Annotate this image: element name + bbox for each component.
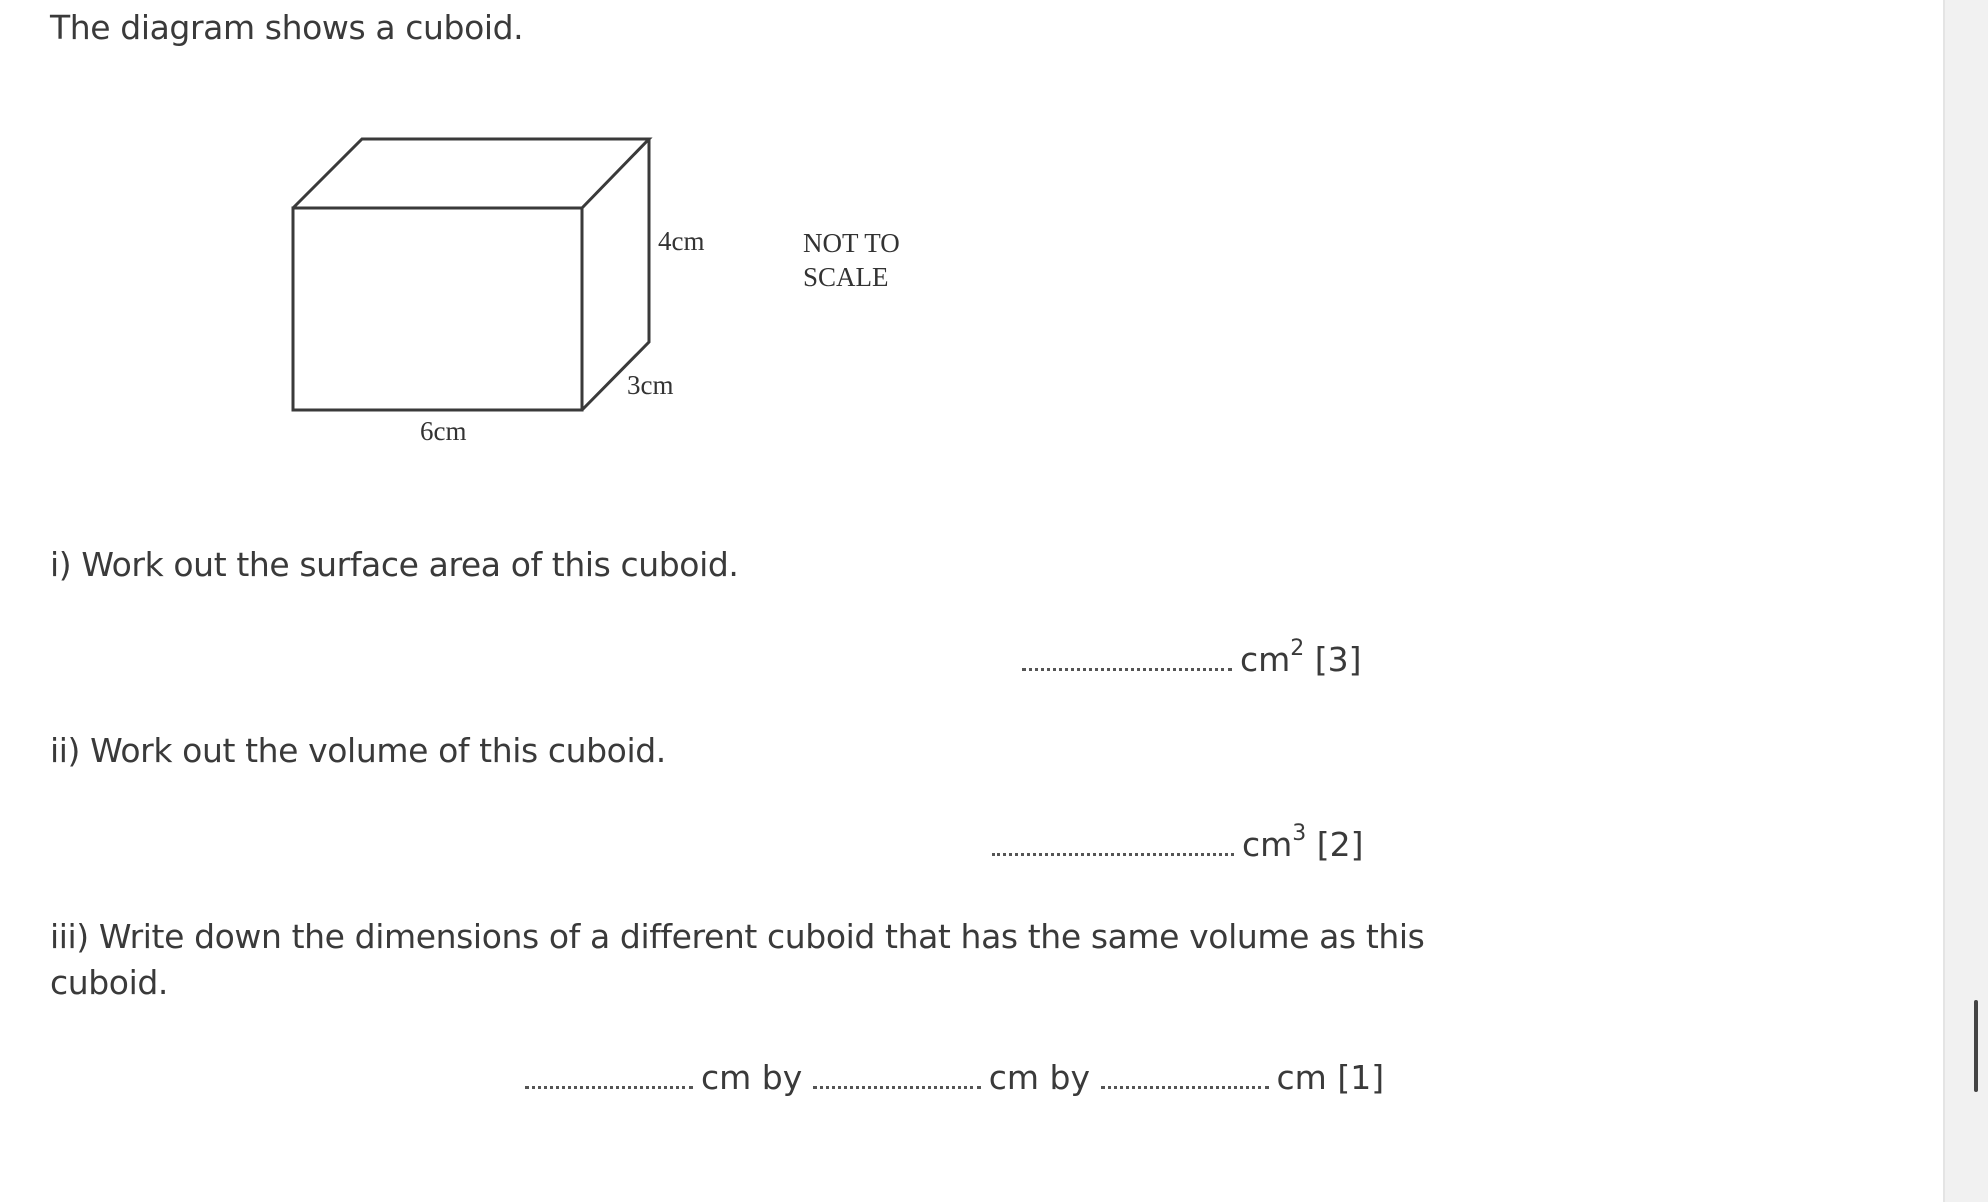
separator-1: cm by	[701, 1058, 803, 1097]
marks-1: [3]	[1314, 640, 1362, 679]
marks-2: [2]	[1316, 825, 1364, 864]
cuboid-diagram	[0, 0, 460, 320]
width-label: 6cm	[420, 416, 467, 446]
question-2-text: ii) Work out the volume of this cuboid.	[50, 731, 666, 770]
height-label: 4cm	[658, 226, 705, 256]
cuboid-top-face	[293, 139, 649, 208]
scroll-track[interactable]	[1943, 0, 1988, 1202]
answer-field-2[interactable]	[992, 852, 1234, 856]
separator-2: cm by	[988, 1058, 1091, 1097]
answer-field-3a[interactable]	[525, 1085, 693, 1089]
answer-field-3b[interactable]	[813, 1085, 981, 1089]
unit-1-power: 2	[1290, 636, 1305, 661]
intro-text: The diagram shows a cuboid.	[50, 8, 524, 47]
unit-3: cm	[1276, 1058, 1327, 1097]
depth-label: 3cm	[627, 370, 674, 400]
cuboid-front-face	[293, 208, 582, 410]
question-3-text-line2: cuboid.	[50, 963, 169, 1002]
question-1-text: i) Work out the surface area of this cuboid.	[50, 545, 739, 584]
question-2-answer-line	[992, 821, 1364, 869]
question-3-answer-line	[525, 1054, 1384, 1102]
unit-2-power: 3	[1292, 821, 1307, 846]
not-to-scale-line2: SCALE	[803, 262, 889, 292]
unit-1: cm	[1240, 640, 1291, 679]
question-1-answer-line	[1022, 636, 1362, 684]
unit-2: cm	[1242, 825, 1293, 864]
marks-3: [1]	[1337, 1058, 1385, 1097]
scrollbar-thumb[interactable]	[1974, 1000, 1978, 1092]
question-3-text-line1: iii) Write down the dimensions of a different cuboid that has the same volume as this	[50, 917, 1425, 956]
answer-field-3c[interactable]	[1101, 1085, 1269, 1089]
not-to-scale-line1: NOT TO	[803, 228, 900, 258]
answer-field-1[interactable]	[1022, 667, 1232, 671]
